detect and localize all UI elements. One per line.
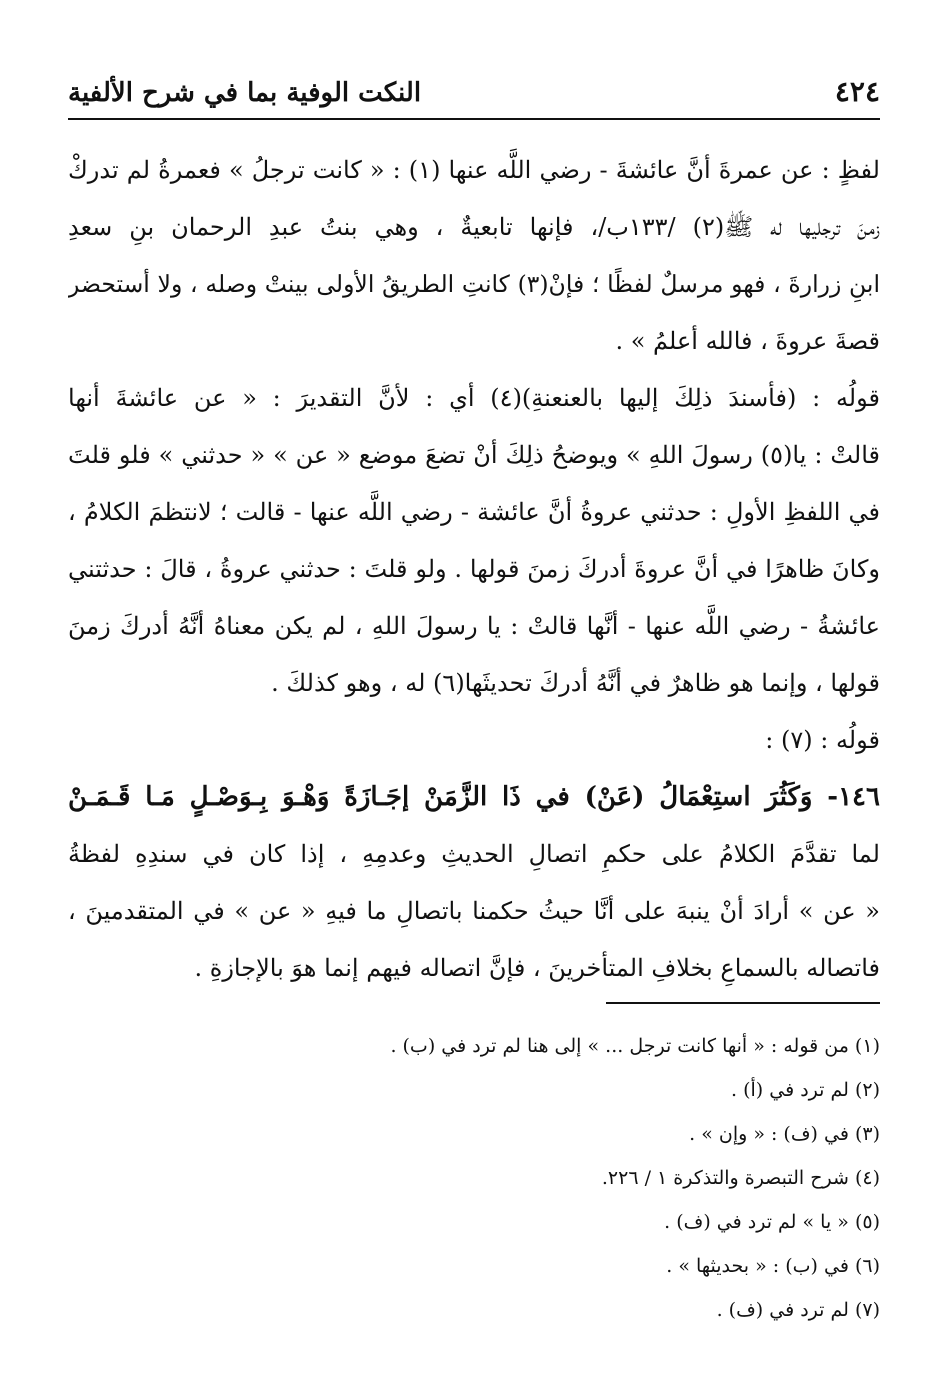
footnote-rule xyxy=(606,1002,880,1004)
body-line: قولُه : (فأسندَ ذلِكَ إليها بالعنعنةِ)(٤) أي : لأنَّ التقديرَ : « عن عائشةَ أنها xyxy=(68,384,880,412)
body-line: وكانَ ظاهرًا في أنَّ عروةَ أدركَ زمنَ قولها . ولو قلتَ : حدثني عروةُ ، قالَ : حدثتني xyxy=(68,555,880,583)
footnote: (٥) « يا » لم ترد في (ف) . xyxy=(664,1211,880,1233)
page-number: ٤٢٤ xyxy=(834,75,880,108)
body-line: في اللفظِ الأولِ : حدثني عروةُ أنَّ عائشة - رضي اللَّه عنها - قالت ؛ لانتظمَ الكلامُ ، xyxy=(68,498,880,526)
header-rule xyxy=(68,118,880,120)
footnote: (٧) لم ترد في (ف) . xyxy=(716,1299,880,1321)
footnote: (١) من قوله : « أنها كانت ترجل ... » إلى هنا لم ترد في (ب) . xyxy=(390,1035,880,1057)
body-line: لما تقدَّمَ الكلامُ على حكمِ اتصالِ الحديثِ وعدمِهِ ، إذا كان في سندِهِ لفظةُ xyxy=(68,840,880,868)
running-head xyxy=(68,60,880,108)
body-line: « عن » أرادَ أنْ ينبهَ على أنَّا حيثُ حكمنا باتصالِ ما فيهِ « عن » في المتقدمينَ ، xyxy=(68,897,880,925)
body-line: عائشةُ - رضي اللَّه عنها - أنَّها قالتْ : يا رسولَ اللهِ ، لم يكن معناهُ أنَّهُ أدركَ زمنَ xyxy=(68,612,880,640)
footnote: (٢) لم ترد في (أ) . xyxy=(731,1079,880,1101)
page xyxy=(68,0,880,1381)
body-line: ابنِ زرارةَ ، فهو مرسلٌ لفظًا ؛ فإنْ(٣) كانتِ الطريقُ الأولى بينتْ وصله ، ولا أستحضر xyxy=(68,270,880,298)
body-text xyxy=(68,142,880,997)
body-line: قصةَ عروةَ ، فالله أعلمُ » . xyxy=(615,327,880,355)
book-title: النكت الوفية بما في شرح الألفية xyxy=(68,78,422,108)
body-line: قولها ، وإنما هو ظاهرٌ في أنَّهُ أدركَ تحديثَها(٦) له ، وهو كذلكَ . xyxy=(271,669,880,697)
body-line: فاتصاله بالسماعِ بخلافِ المتأخرينَ ، فإنَّ اتصاله فيهم إنما هوَ بالإجازةِ . xyxy=(194,954,880,982)
footnote: (٤) شرح التبصرة والتذكرة ١ / ٢٢٦. xyxy=(601,1167,880,1189)
footnotes xyxy=(68,1024,880,1332)
body-line: قالتْ : يا(٥) رسولَ اللهِ » ويوضحُ ذلِكَ أنْ تضعَ موضع « عن » « حدثني » فلو قلتَ xyxy=(68,441,880,469)
verse-line: ١٤٦- وَكَثُرَ استِعْمَالُ (عَنْ) في ذَا الزَّمَنْ إجَـازَةً وَهْـوَ بِـوَصْـلٍ مَـا قَـمَـنْ xyxy=(68,782,880,812)
body-line: لفظٍ : عن عمرةَ أنَّ عائشةَ - رضي اللَّه عنها (١) : « كانت ترجلُ » فعمرةُ لم تدركْ xyxy=(68,156,880,184)
body-line: قولُه : (٧) : xyxy=(765,726,880,754)
footnote: (٣) في (ف) : « وإن » . xyxy=(689,1123,880,1145)
footnote: (٦) في (ب) : « بحديثها » . xyxy=(666,1255,880,1277)
body-line: زمنَ ترجليها له ﷺ(٢) /١٣٣ب/، فإنها تابعيةٌ ، وهي بنتُ عبدِ الرحمان بنِ سعدِ xyxy=(68,213,880,241)
